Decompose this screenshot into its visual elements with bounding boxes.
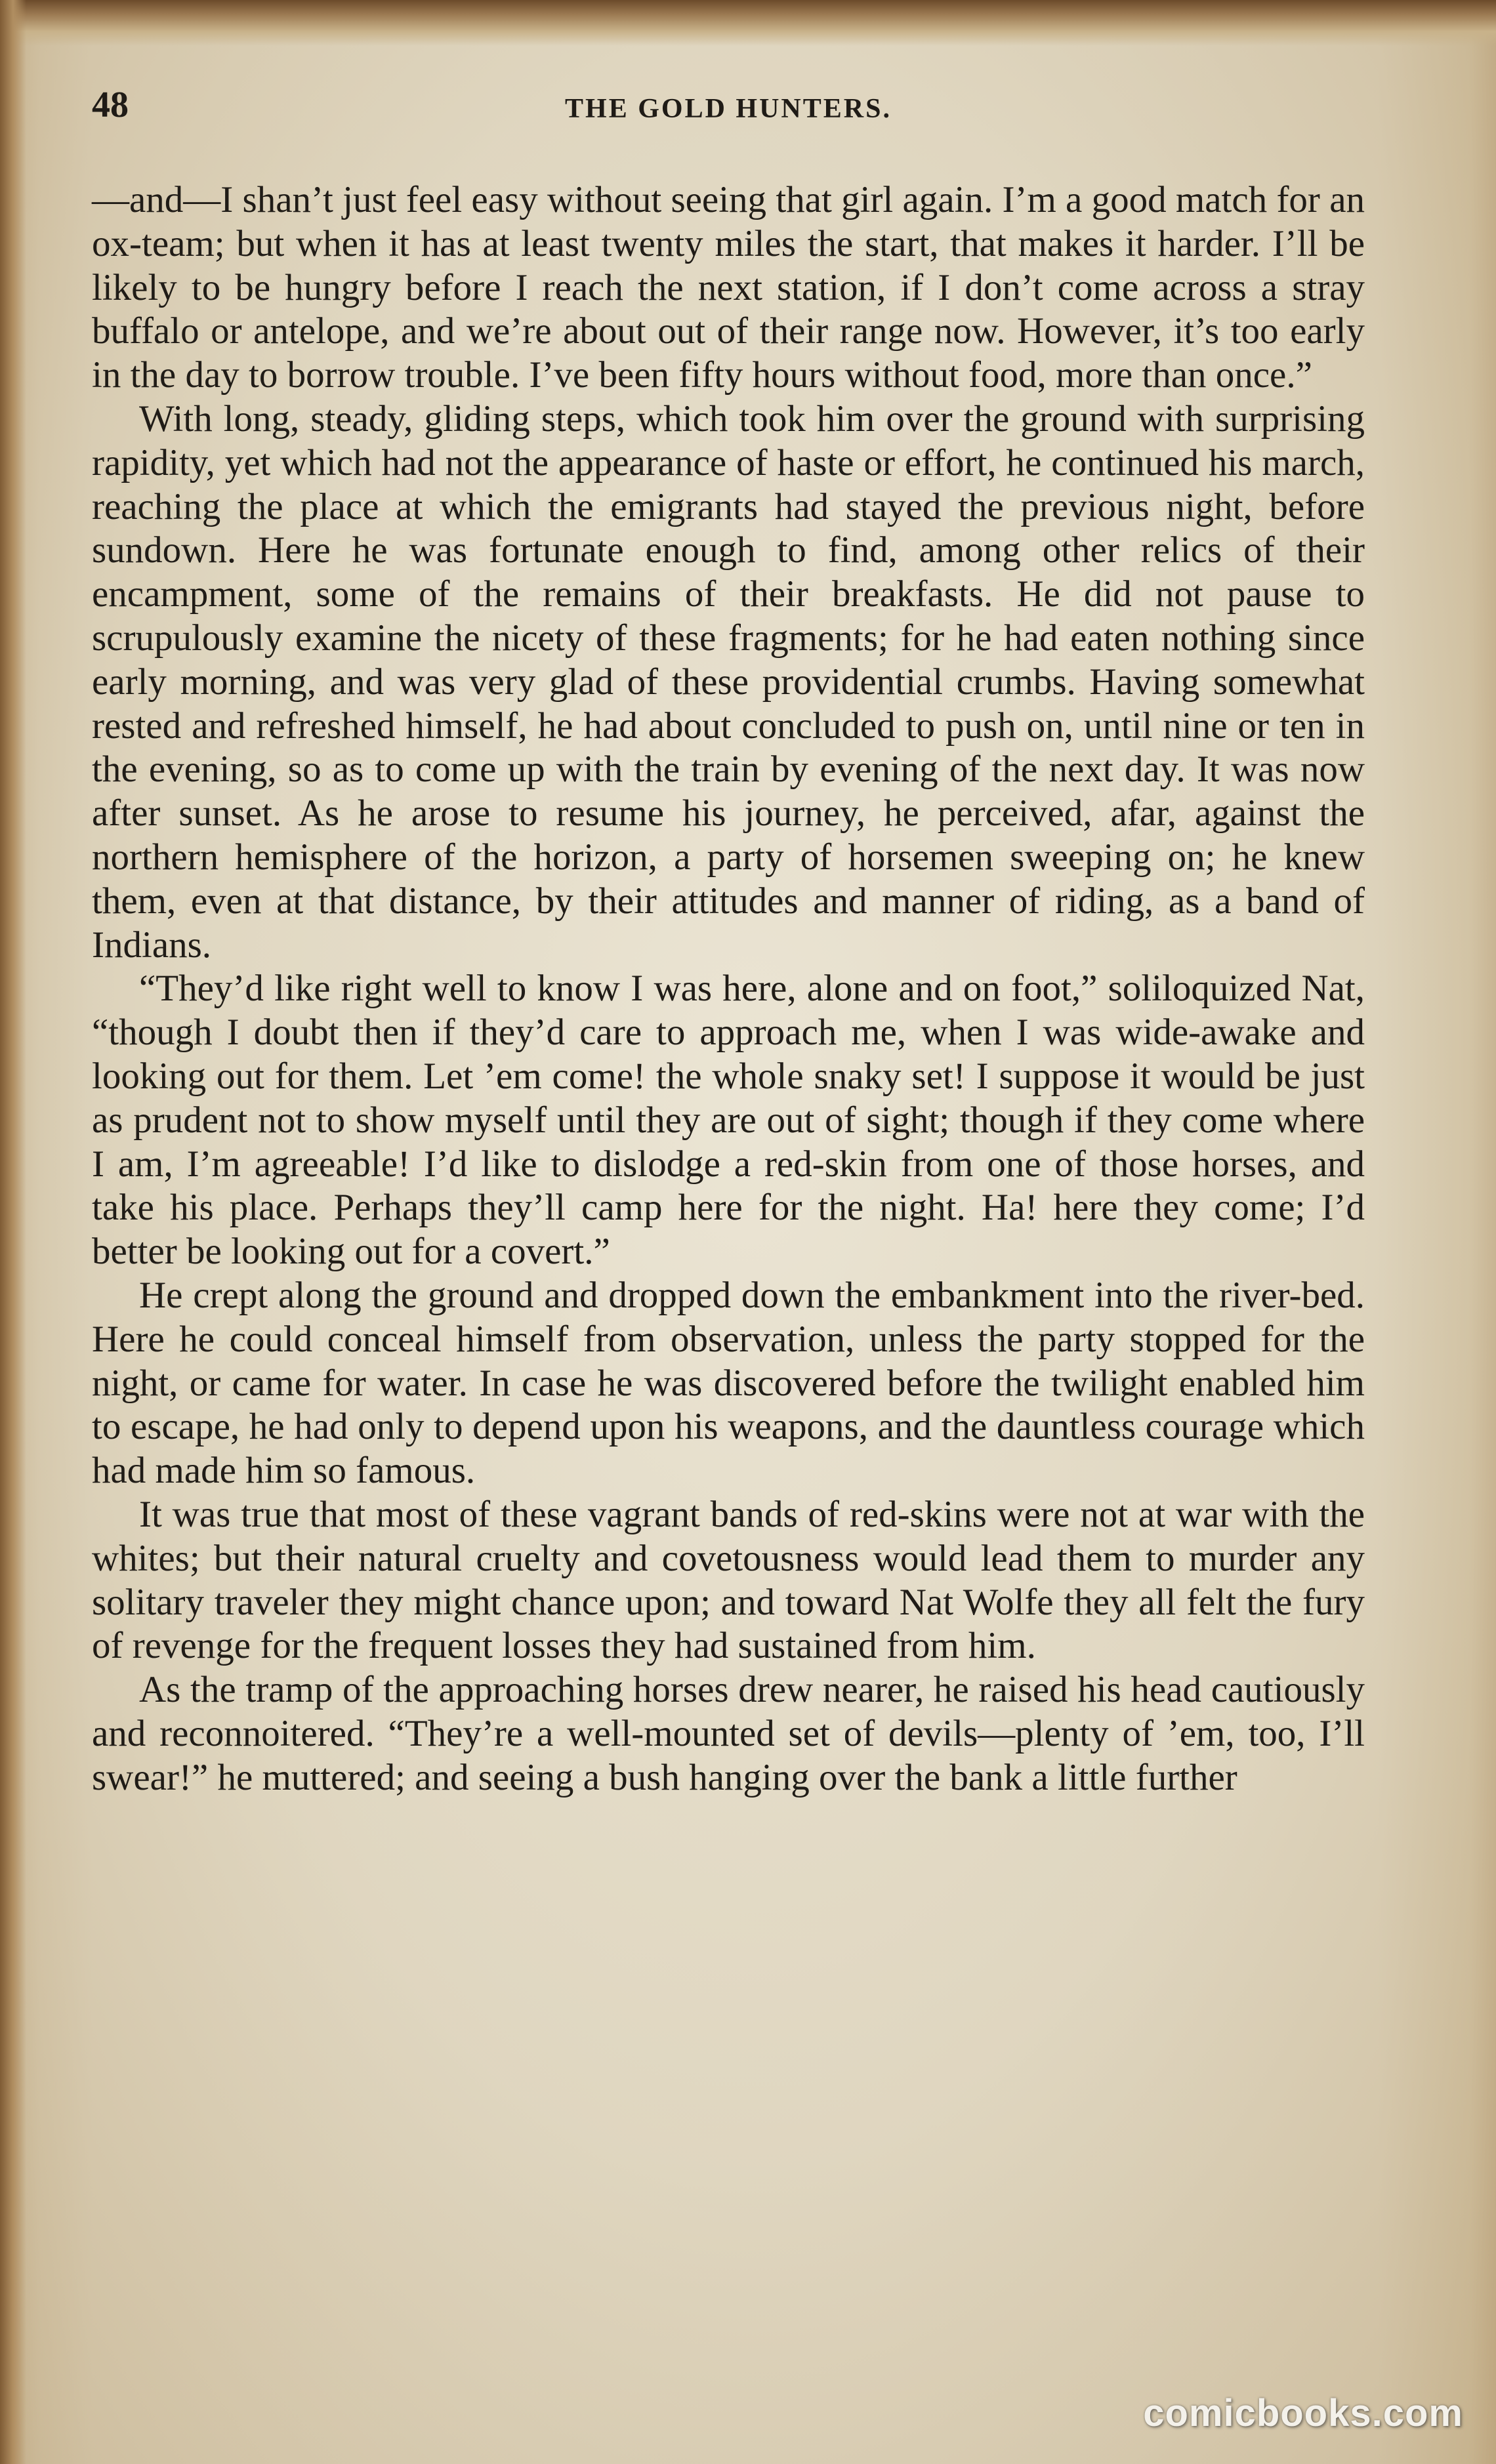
page-number: 48 [92, 85, 129, 125]
paragraph: “They’d like right well to know I was here, alone and on foot,” soliloquized Nat, “though I doubt then if they’d care to approach me, when I was wide-awake and looking out for them. Let ’em come! the whole snaky set! I suppose it would be just as prudent not to show myself until they are out of sight; though if they come where I am, I’m agreeable! I’d like to dislodge a red-skin from one of those horses, and take his place. Perhaps they’ll camp here for the night. Ha! here they come; I’d better be looking out for a covert.” [92, 968, 1365, 1273]
paragraph: —and—I shan’t just feel easy without seeing that girl again. I’m a good match for an ox-team; but when it has at least twenty miles the start, that makes it harder. I’ll be likely to be hungry before I reach the next station, if I don’t come across a stray buffalo or antelope, and we’re about out of their range now. However, it’s too early in the day to borrow trouble. I’ve been fifty hours without food, more than once.” [92, 179, 1365, 396]
paragraph: With long, steady, gliding steps, which took him over the ground with surprising rapidity, yet which had not the appearance of haste or effort, he continued his march, reaching the place at which the emigrants had stayed the previous night, before sundown. Here he was fortunate enough to find, among other relics of their encampment, some of the remains of their breakfasts. He did not pause to scrupulously examine the nicety of these fragments; for he had eaten nothing since early morning, and was very glad of these providential crumbs. Having somewhat rested and refreshed himself, he had about concluded to push on, until nine or ten in the evening, so as to come up with the train by evening of the next day. It was now after sunset. As he arose to resume his journey, he perceived, afar, against the northern hemisphere of the horizon, a party of horsemen sweeping on; he knew them, even at that distance, by their attitudes and manner of riding, as a band of Indians. [92, 398, 1365, 966]
paragraph: He crept along the ground and dropped down the embankment into the river-bed. Here he could conceal himself from observation, unless the party stopped for the night, or came for water. In case he was discovered before the twilight enabled him to escape, he had only to depend upon his weapons, and the dauntless courage which had made him so famous. [92, 1274, 1365, 1492]
watermark: comicbooks.com [1143, 2392, 1463, 2434]
body-text [92, 178, 1365, 1799]
page-top-edge [0, 0, 1496, 46]
running-head: THE GOLD HUNTERS. [565, 94, 892, 124]
paragraph: As the tramp of the approaching horses drew nearer, he raised his head cautiously and reconnoitered. “They’re a well-mounted set of devils—plenty of ’em, too, I’ll swear!” he muttered; and seeing a bush hanging over the bank a little further [92, 1669, 1365, 1798]
page-header [92, 79, 1365, 138]
page-left-edge [0, 0, 26, 2464]
paragraph: It was true that most of these vagrant bands of red-skins were not at war with the whites; but their natural cruelty and covetousness would lead them to murder any solitary traveler they might chance upon; and toward Nat Wolfe they all felt the fury of revenge for the frequent losses they had sustained from him. [92, 1493, 1365, 1667]
